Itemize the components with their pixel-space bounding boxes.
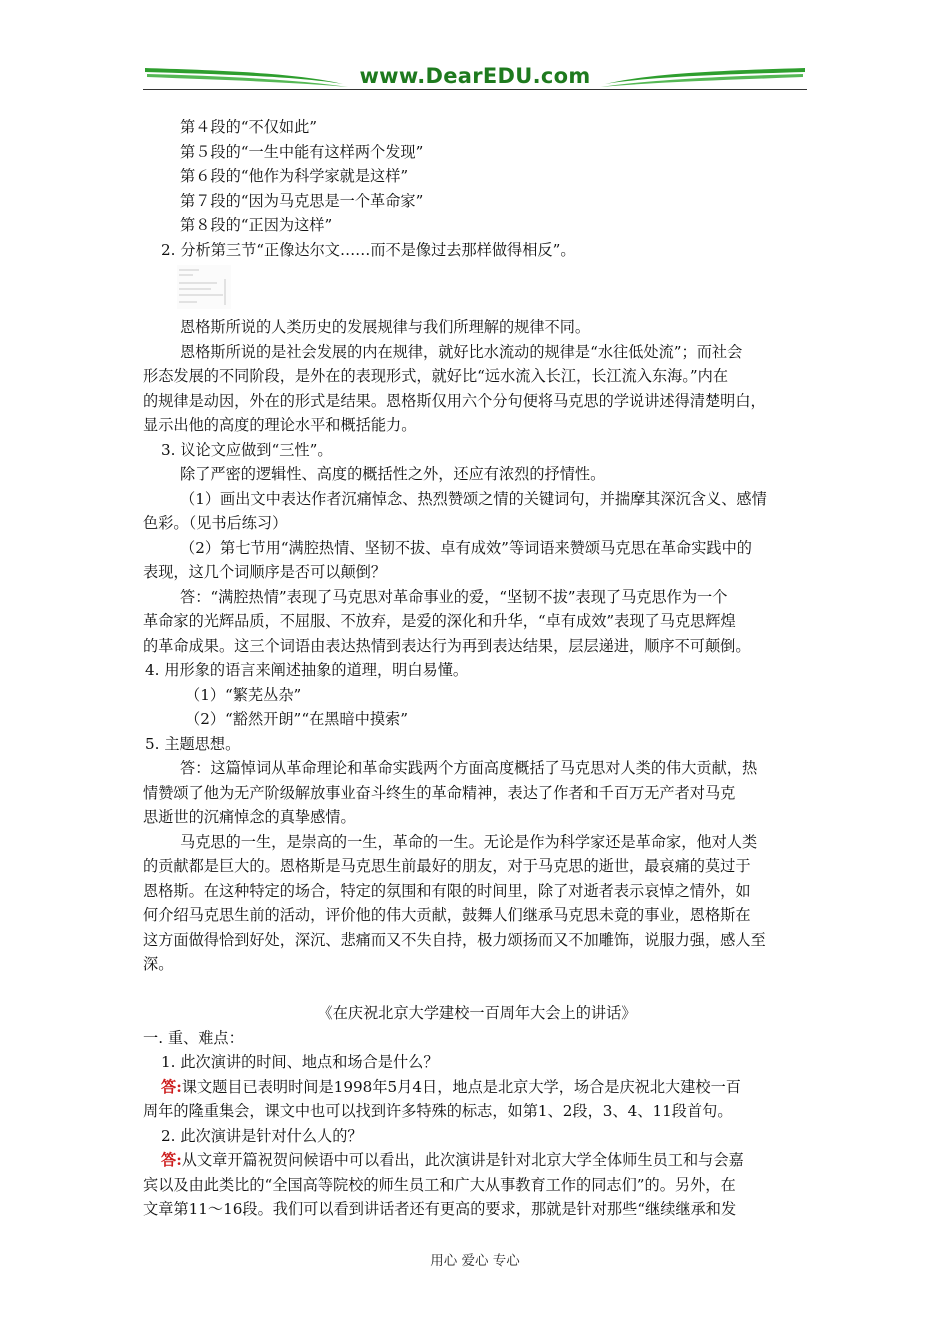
answer-text: 从文章开篇祝贺问候语中可以看出，此次演讲是针对北京大学全体师生员工和与会嘉 <box>181 1151 744 1169</box>
numbered-item: 1. 此次演讲的时间、地点和场合是什么？ <box>161 1053 439 1071</box>
text-line: 答：这篇悼词从革命理论和革命实践两个方面高度概括了马克思对人类的伟大贡献，热 <box>180 759 758 777</box>
text-line: 宾以及由此类比的“全国高等院校的师生员工和广大从事教育工作的同志们”的。另外，在 <box>143 1175 736 1194</box>
document-body <box>143 115 811 1222</box>
numbered-item: 2. 此次演讲是针对什么人的？ <box>161 1126 363 1145</box>
text-line: 色彩。（见书后练习） <box>143 514 288 532</box>
text-line: 形态发展的不同阶段，是外在的表现形式，就好比“远水流入长江，长江流入东海。”内在 <box>143 367 729 385</box>
header-rule <box>143 89 807 90</box>
numbered-item: 5. 主题思想。 <box>145 734 241 753</box>
text-line: 恩格斯所说的是社会发展的内在规律，就好比水流动的规律是“水往低处流”；而社会 <box>180 342 743 361</box>
text-line: 恩格斯所说的人类历史的发展规律与我们所理解的规律不同。 <box>180 318 591 336</box>
section-title: 《在庆祝北京大学建校一百周年大会上的讲话》 <box>317 1004 637 1022</box>
answer-label: 答: <box>161 1151 182 1169</box>
text-line: 马克思的一生，是崇高的一生，革命的一生。无论是作为科学家还是革命家，他对人类 <box>180 832 758 851</box>
text-line: 答：“满腔热情”表现了马克思对革命事业的爱，“坚韧不拔”表现了马克思作为一个 <box>180 587 728 606</box>
text-line: （1）“繁芜丛杂” <box>185 685 302 704</box>
numbered-item: 3. 议论文应做到“三性”。 <box>161 440 333 459</box>
text-line: 的规律是动因，外在的形式是结果。恩格斯仅用六个分句便将马克思的学说讲述得清楚明白， <box>143 391 766 410</box>
answer-text: 课文题目已表明时间是1998年5月4日，地点是北京大学，场合是庆祝北大建校一百 <box>181 1077 741 1096</box>
answer-line <box>143 1148 811 1173</box>
text-line: 第６段的“他作为科学家就是这样” <box>180 167 409 185</box>
section-heading: 一. 重、难点： <box>143 1028 244 1047</box>
text-line: 这方面做得恰到好处，深沉、悲痛而又不失自持，极力颂扬而又不加雕饰，说服力强，感人至 <box>143 930 766 949</box>
text-line: 显示出他的高度的理论水平和概括能力。 <box>143 416 417 434</box>
text-line: 的贡献都是巨大的。恩格斯是马克思生前最好的朋友，对于马克思的逝世，最哀痛的莫过于 <box>143 857 751 875</box>
embedded-image-thumbnail <box>177 265 231 309</box>
text-line: 表现，这几个词顺序是否可以颠倒？ <box>143 563 386 581</box>
text-line: 第４段的“不仅如此” <box>180 118 318 136</box>
text-line: 恩格斯。在这种特定的场合，特定的氛围和有限的时间里，除了对逝者表示哀悼之情外，如 <box>143 881 751 900</box>
text-line: 第５段的“一生中能有这样两个发现” <box>180 142 424 161</box>
thumbnail-row <box>143 262 811 315</box>
text-line: 思逝世的沉痛悼念的真挚感情。 <box>143 808 356 826</box>
text-line: 情赞颂了他为无产阶级解放事业奋斗终生的革命精神，表达了作者和千百万无产者对马克 <box>143 783 736 802</box>
text-line: （2）“豁然开朗”“在黑暗中摸索” <box>185 710 408 728</box>
text-line: 深。 <box>143 955 174 973</box>
text-line: （1）画出文中表达作者沉痛悼念、热烈赞颂之情的关键词句，并揣摩其深沉含义、感情 <box>180 489 767 508</box>
text-line: 革命家的光辉品质，不屈服、不放弃，是爱的深化和升华，“卓有成效”表现了马克思辉煌 <box>143 612 736 630</box>
numbered-item: 2. 分析第三节“正像达尔文……而不是像过去那样做得相反”。 <box>161 240 576 259</box>
text-line: 第７段的“因为马克思是一个革命家” <box>180 191 424 210</box>
text-line: （2）第七节用“满腔热情、坚韧不拔、卓有成效”等词语来赞颂马克思在革命实践中的 <box>180 538 752 557</box>
answer-label: 答: <box>161 1077 182 1096</box>
text-line: 何介绍马克思生前的活动，评价他的伟大贡献，鼓舞人们继承马克思未竟的事业，恩格斯在 <box>143 906 751 924</box>
page-footer: 用心 爱心 专心 <box>430 1253 520 1269</box>
text-line: 的革命成果。这三个词语由表达热情到表达行为再到表达结果，层层递进，顺序不可颠倒。 <box>143 636 751 655</box>
text-line: 第８段的“正因为这样” <box>180 216 333 234</box>
numbered-item: 4. 用形象的语言来阐述抽象的道理，明白易懂。 <box>145 661 469 679</box>
spacer <box>143 977 811 1002</box>
site-url: www.DearEDU.com <box>359 64 591 88</box>
answer-line <box>143 1075 811 1100</box>
text-line: 周年的隆重集会，课文中也可以找到许多特殊的标志，如第1、2段，3、4、11段首句。 <box>143 1102 733 1120</box>
text-line: 除了严密的逻辑性、高度的概括性之外，还应有浓烈的抒情性。 <box>180 465 606 483</box>
text-line: 文章第11～16段。我们可以看到讲话者还有更高的要求，那就是针对那些“继续继承和发 <box>143 1200 737 1218</box>
